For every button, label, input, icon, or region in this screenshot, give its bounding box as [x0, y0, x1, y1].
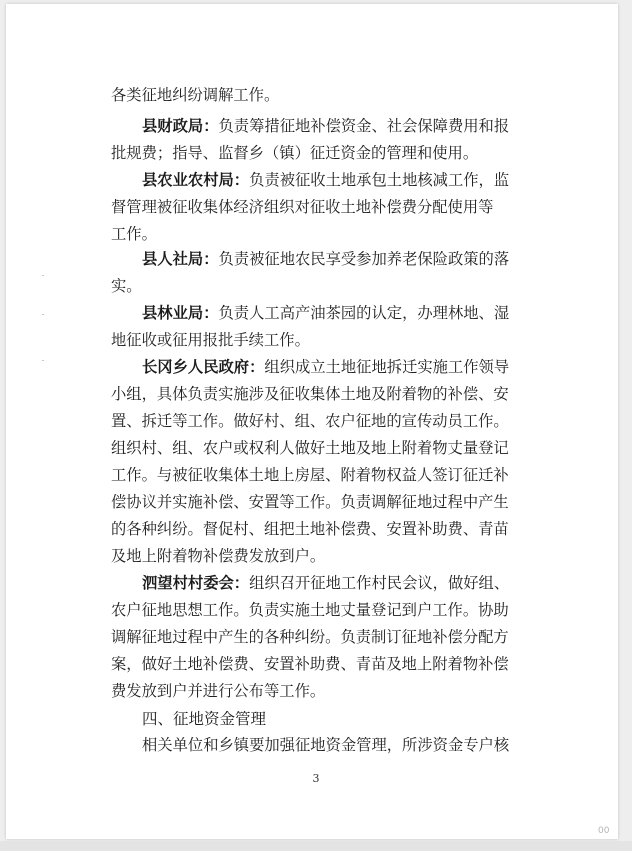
text-line: 小组，具体负责实施涉及征收集体土地及附着物的补偿、安: [111, 385, 509, 403]
text-line: 费发放到户并进行公布等工作。: [111, 682, 326, 700]
text-line: 县林业局：负责人工高产油茶园的认定，办理林地、湿: [142, 304, 510, 322]
text-line: 组织村、组、农户或权利人做好土地及地上附着物丈量登记: [111, 439, 509, 457]
text-line: 工作。: [111, 225, 157, 243]
text-line: 调解征地过程中产生的各种纠纷。负责制订征地补偿分配方: [111, 628, 509, 646]
text-line: 的各种纠纷。督促村、组把土地补偿费、安置补助费、青苗: [111, 520, 509, 538]
page-number: 3: [312, 772, 320, 785]
scan-speck: [42, 360, 44, 361]
text-line: 农户征地思想工作。负责实施土地丈量登记到户工作。协助: [111, 601, 509, 619]
text-line: 及地上附着物补偿费发放到户。: [111, 547, 326, 565]
department-label: 泗望村村委会：: [142, 574, 250, 592]
watermark-text: 00: [598, 826, 610, 836]
text-line: 各类征地纠纷调解工作。: [111, 86, 280, 104]
text-line: 实。: [111, 277, 142, 295]
text-line: 偿协议并实施补偿、安置等工作。负责调解征地过程中产生: [111, 493, 509, 511]
bottom-edge: [0, 841, 632, 851]
department-label: 县林业局：: [142, 304, 219, 322]
department-label: 长冈乡人民政府：: [142, 358, 265, 376]
section-heading: 四、征地资金管理: [142, 710, 267, 728]
text-line: 置、拆迁等工作。做好村、组、农户征地的宣传动员工作。: [111, 412, 509, 430]
scan-speck: [42, 314, 44, 315]
department-label: 县财政局：: [142, 117, 219, 135]
text-line: 长冈乡人民政府：组织成立土地征地拆迁实施工作领导: [142, 358, 510, 376]
text-line: 泗望村村委会：组织召开征地工作村民会议，做好组、: [142, 574, 510, 592]
text-line: 相关单位和乡镇要加强征地资金管理，所涉资金专户核: [142, 736, 510, 754]
text-line: 工作。与被征收集体土地上房屋、附着物权益人签订征迁补: [111, 466, 509, 484]
text-line: 县农业农村局：负责被征收土地承包土地核减工作，监: [142, 171, 510, 189]
text-line: 县财政局：负责筹措征地补偿资金、社会保障费用和报: [142, 117, 510, 135]
text-line: 督管理被征收集体经济组织对征收土地补偿费分配使用等: [111, 198, 494, 216]
scan-speck: [42, 275, 44, 276]
text-line: 批规费；指导、监督乡（镇）征迁资金的管理和使用。: [111, 144, 479, 162]
text-line: 县人社局：负责被征地农民享受参加养老保险政策的落: [142, 250, 510, 268]
text-line: 地征收或征用报批手续工作。: [111, 331, 310, 349]
department-label: 县农业农村局：: [142, 171, 250, 189]
text-line: 案，做好土地补偿费、安置补助费、青苗及地上附着物补偿: [111, 655, 509, 673]
department-label: 县人社局：: [142, 250, 219, 268]
